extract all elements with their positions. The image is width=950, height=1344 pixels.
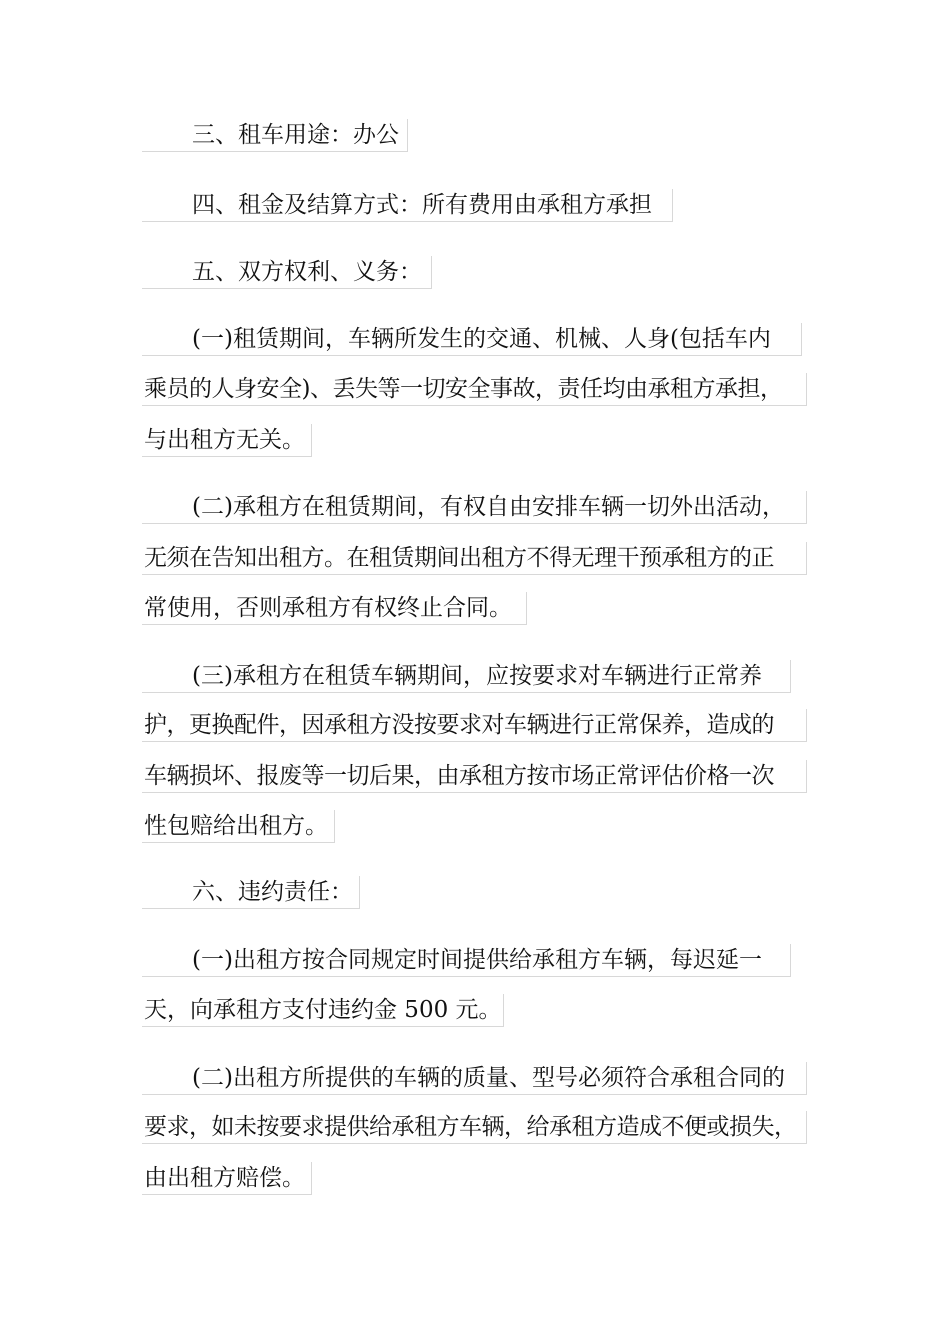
paragraph-5-2-line-2: 无须在告知出租方。在租赁期间出租方不得无理干预承租方的正 — [142, 542, 807, 575]
section-5-heading: 五、双方权利、义务： — [142, 256, 432, 289]
paragraph-5-1-line-3: 与出租方无关。 — [142, 424, 312, 457]
paragraph-5-3-line-2: 护，更换配件，因承租方没按要求对车辆进行正常保养，造成的 — [142, 709, 807, 742]
paragraph-6-1-line-1: (一)出租方按合同规定时间提供给承租方车辆，每迟延一 — [142, 944, 791, 977]
paragraph-5-1-line-2: 乘员的人身安全)、丢失等一切安全事故，责任均由承租方承担， — [142, 373, 807, 406]
paragraph-5-2-line-1: (二)承租方在租赁期间，有权自由安排车辆一切外出活动， — [142, 491, 807, 524]
paragraph-5-3-line-3: 车辆损坏、报废等一切后果，由承租方按市场正常评估价格一次 — [142, 760, 807, 793]
paragraph-5-1-line-1: (一)租赁期间，车辆所发生的交通、机械、人身(包括车内 — [142, 323, 802, 356]
section-6-heading: 六、违约责任： — [142, 876, 360, 909]
paragraph-6-2-line-2: 要求，如未按要求提供给承租方车辆，给承租方造成不便或损失， — [142, 1111, 807, 1144]
paragraph-5-3-line-1: (三)承租方在租赁车辆期间，应按要求对车辆进行正常养 — [142, 660, 791, 693]
paragraph-5-3-line-4: 性包赔给出租方。 — [142, 810, 335, 843]
section-4-heading: 四、租金及结算方式：所有费用由承租方承担 — [142, 189, 673, 222]
paragraph-6-2-line-3: 由出租方赔偿。 — [142, 1162, 312, 1195]
section-3-heading: 三、租车用途：办公 — [142, 119, 408, 152]
paragraph-6-1-line-2: 天，向承租方支付违约金 500 元。 — [142, 994, 504, 1027]
paragraph-6-2-line-1: (二)出租方所提供的车辆的质量、型号必须符合承租合同的 — [142, 1062, 807, 1095]
paragraph-5-2-line-3: 常使用，否则承租方有权终止合同。 — [142, 592, 527, 625]
